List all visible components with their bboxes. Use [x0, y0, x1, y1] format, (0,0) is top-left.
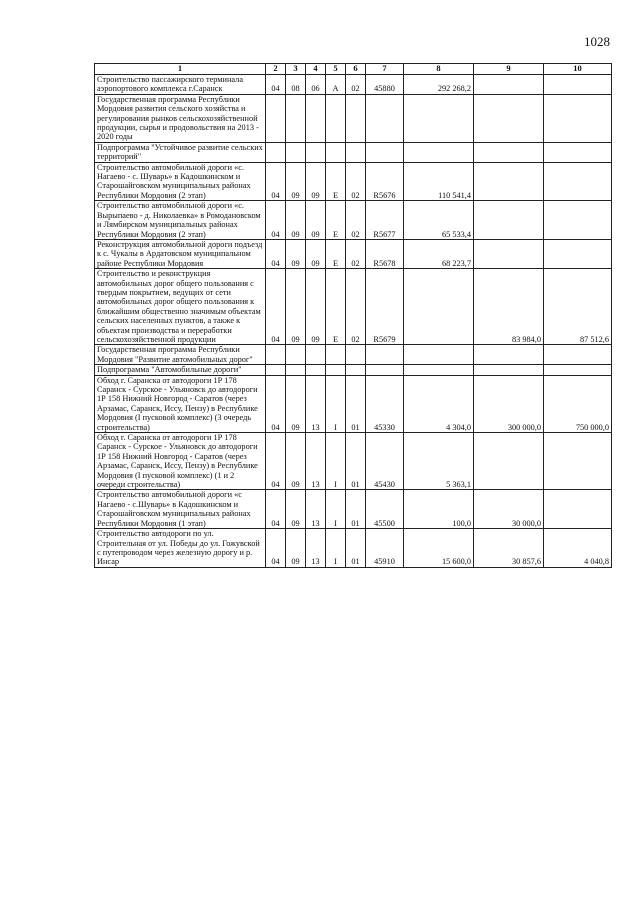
direction-code-cell: [346, 142, 366, 162]
direction-code-cell: 02: [346, 269, 366, 345]
column-header: 10: [544, 64, 612, 75]
amount-year1-cell: 110 541,4: [404, 162, 474, 201]
subsection-code-cell: 09: [286, 269, 306, 345]
amount-year2-cell: [474, 433, 544, 490]
expense-code-cell: [366, 142, 404, 162]
subprogram-code-cell: А: [326, 75, 346, 95]
expense-code-cell: 45910: [366, 529, 404, 568]
item-name-cell: Строительство автомобильной дороги «с Нагаево - с.Шуварь» в Кадошкинском и Старошайговском муниципальных районах Республики Мордовия (1 этап): [95, 490, 266, 529]
section-code-cell: 04: [266, 375, 286, 432]
direction-code-cell: 02: [346, 239, 366, 268]
column-header: 4: [306, 64, 326, 75]
program-code-cell: 13: [306, 433, 326, 490]
item-name-cell: Обход г. Саранска от автодороги 1Р 178 Саранск - Сурское - Ульяновск до автодороги 1Р 158 Нижний Новгород - Саратов (через Арзамас, Саранск, Иссу, Пензу) в Республике Мордовия (I пусковой комплекс) (1 и 2 очереди строительства): [95, 433, 266, 490]
item-name-cell: Строительство автомобильной дороги «с. Вырыпаево - д. Николаевка» в Ромодановском и Лямбирском муниципальных районах Республики Мордовия (2 этап): [95, 201, 266, 240]
direction-code-cell: 02: [346, 162, 366, 201]
amount-year2-cell: [474, 142, 544, 162]
amount-year1-cell: 65 533,4: [404, 201, 474, 240]
column-header: 8: [404, 64, 474, 75]
subprogram-code-cell: [326, 365, 346, 375]
amount-year3-cell: [544, 94, 612, 142]
column-header: 5: [326, 64, 346, 75]
section-code-cell: 04: [266, 75, 286, 95]
amount-year1-cell: 15 600,0: [404, 529, 474, 568]
amount-year2-cell: [474, 94, 544, 142]
expense-code-cell: 45880: [366, 75, 404, 95]
column-header: 2: [266, 64, 286, 75]
expense-code-cell: R5679: [366, 269, 404, 345]
table-row: [95, 75, 612, 95]
amount-year1-cell: 292 268,2: [404, 75, 474, 95]
page-number: 1028: [584, 34, 610, 49]
subprogram-code-cell: I: [326, 375, 346, 432]
amount-year3-cell: [544, 142, 612, 162]
program-code-cell: 09: [306, 269, 326, 345]
amount-year3-cell: [544, 239, 612, 268]
program-code-cell: 13: [306, 375, 326, 432]
subprogram-code-cell: [326, 345, 346, 365]
amount-year3-cell: 4 040,8: [544, 529, 612, 568]
table-row: [95, 433, 612, 490]
program-code-cell: 09: [306, 162, 326, 201]
program-code-cell: [306, 365, 326, 375]
expense-code-cell: R5676: [366, 162, 404, 201]
amount-year3-cell: 750 000,0: [544, 375, 612, 432]
direction-code-cell: [346, 94, 366, 142]
subprogram-code-cell: [326, 142, 346, 162]
table-row: [95, 201, 612, 240]
table-row: [95, 142, 612, 162]
section-code-cell: 04: [266, 201, 286, 240]
budget-table: [94, 63, 612, 568]
subsection-code-cell: 09: [286, 239, 306, 268]
amount-year3-cell: 87 512,6: [544, 269, 612, 345]
subsection-code-cell: [286, 365, 306, 375]
column-header: 3: [286, 64, 306, 75]
table-row: [95, 94, 612, 142]
expense-code-cell: [366, 94, 404, 142]
amount-year1-cell: [404, 94, 474, 142]
expense-code-cell: R5678: [366, 239, 404, 268]
section-code-cell: [266, 94, 286, 142]
subsection-code-cell: [286, 142, 306, 162]
header-row: [95, 64, 612, 75]
amount-year1-cell: [404, 345, 474, 365]
subprogram-code-cell: I: [326, 529, 346, 568]
subprogram-code-cell: Е: [326, 269, 346, 345]
item-name-cell: Строительство пассажирского терминала аэропортового комплекса г.Саранск: [95, 75, 266, 95]
amount-year3-cell: [544, 75, 612, 95]
amount-year1-cell: [404, 269, 474, 345]
table-row: [95, 162, 612, 201]
direction-code-cell: 01: [346, 433, 366, 490]
expense-code-cell: [366, 345, 404, 365]
program-code-cell: [306, 142, 326, 162]
subsection-code-cell: 09: [286, 201, 306, 240]
section-code-cell: [266, 142, 286, 162]
expense-code-cell: 45330: [366, 375, 404, 432]
direction-code-cell: [346, 365, 366, 375]
amount-year2-cell: 30 000,0: [474, 490, 544, 529]
table-row: [95, 345, 612, 365]
item-name-cell: Подпрограмма "Устойчивое развитие сельских территорий": [95, 142, 266, 162]
table-row: [95, 239, 612, 268]
amount-year2-cell: [474, 365, 544, 375]
direction-code-cell: 01: [346, 490, 366, 529]
amount-year2-cell: 30 857,6: [474, 529, 544, 568]
amount-year2-cell: 300 000,0: [474, 375, 544, 432]
expense-code-cell: [366, 365, 404, 375]
item-name-cell: Подпрограмма "Автомобильные дороги": [95, 365, 266, 375]
program-code-cell: 13: [306, 529, 326, 568]
program-code-cell: [306, 345, 326, 365]
subsection-code-cell: 09: [286, 162, 306, 201]
amount-year2-cell: [474, 345, 544, 365]
program-code-cell: [306, 94, 326, 142]
column-header: 1: [95, 64, 266, 75]
section-code-cell: [266, 365, 286, 375]
amount-year2-cell: [474, 239, 544, 268]
section-code-cell: 04: [266, 490, 286, 529]
table-row: [95, 375, 612, 432]
program-code-cell: 09: [306, 239, 326, 268]
amount-year3-cell: [544, 365, 612, 375]
table-row: [95, 365, 612, 375]
amount-year1-cell: 4 304,0: [404, 375, 474, 432]
amount-year1-cell: 68 223,7: [404, 239, 474, 268]
item-name-cell: Строительство и реконструкция автомобильных дорог общего пользования с твердым покрытием, ведущих от сети автомобильных дорог общего пользования к ближайшим общественно значимым объектам сельских населенных пунктов, а также к объектам производства и переработки сельскохозяйственной продукции: [95, 269, 266, 345]
subsection-code-cell: 09: [286, 375, 306, 432]
subprogram-code-cell: I: [326, 490, 346, 529]
item-name-cell: Строительство автомобильной дороги «с. Нагаево - с. Шуварь» в Кадошкинском и Старошайговском муниципальных районах Республики Мордовия (2 этап): [95, 162, 266, 201]
direction-code-cell: 02: [346, 201, 366, 240]
section-code-cell: 04: [266, 433, 286, 490]
subsection-code-cell: 09: [286, 490, 306, 529]
subprogram-code-cell: Е: [326, 201, 346, 240]
amount-year3-cell: [544, 201, 612, 240]
table-row: [95, 529, 612, 568]
subsection-code-cell: 09: [286, 529, 306, 568]
amount-year3-cell: [544, 345, 612, 365]
expense-code-cell: R5677: [366, 201, 404, 240]
item-name-cell: Обход г. Саранска от автодороги 1Р 178 Саранск - Сурское - Ульяновск до автодороги 1Р 158 Нижний Новгород - Саратов (через Арзамас, Саранск, Иссу, Пензу) в Республике Мордовия (I пусковой комплекс) (3 очередь строительства): [95, 375, 266, 432]
subprogram-code-cell: Е: [326, 162, 346, 201]
section-code-cell: 04: [266, 269, 286, 345]
column-header: 7: [366, 64, 404, 75]
amount-year1-cell: 100,0: [404, 490, 474, 529]
amount-year3-cell: [544, 490, 612, 529]
expense-code-cell: 45500: [366, 490, 404, 529]
subprogram-code-cell: [326, 94, 346, 142]
direction-code-cell: 02: [346, 75, 366, 95]
subprogram-code-cell: I: [326, 433, 346, 490]
item-name-cell: Государственная программа Республики Мордовия "Развитие автомобильных дорог": [95, 345, 266, 365]
amount-year3-cell: [544, 162, 612, 201]
table-row: [95, 490, 612, 529]
section-code-cell: [266, 345, 286, 365]
direction-code-cell: [346, 345, 366, 365]
amount-year2-cell: [474, 201, 544, 240]
direction-code-cell: 01: [346, 529, 366, 568]
amount-year2-cell: [474, 75, 544, 95]
subsection-code-cell: 08: [286, 75, 306, 95]
amount-year2-cell: [474, 162, 544, 201]
section-code-cell: 04: [266, 162, 286, 201]
program-code-cell: 09: [306, 201, 326, 240]
section-code-cell: 04: [266, 529, 286, 568]
subsection-code-cell: 09: [286, 433, 306, 490]
item-name-cell: Государственная программа Республики Мордовия развития сельского хозяйства и регулирования рынков сельскохозяйственной продукции, сырья и продовольствия на 2013 - 2020 годы: [95, 94, 266, 142]
amount-year1-cell: 5 363,1: [404, 433, 474, 490]
amount-year1-cell: [404, 365, 474, 375]
expense-code-cell: 45430: [366, 433, 404, 490]
direction-code-cell: 01: [346, 375, 366, 432]
item-name-cell: Реконструкция автомобильной дороги подъезд к с. Чукалы в Ардатовском муниципальном районе Республики Мордовия: [95, 239, 266, 268]
column-header: 9: [474, 64, 544, 75]
amount-year3-cell: [544, 433, 612, 490]
amount-year1-cell: [404, 142, 474, 162]
item-name-cell: Строительство автодороги по ул. Строительная от ул. Победы до ул. Гожувской с путепроводом через железную дорогу и р. Инсар: [95, 529, 266, 568]
program-code-cell: 06: [306, 75, 326, 95]
program-code-cell: 13: [306, 490, 326, 529]
subsection-code-cell: [286, 345, 306, 365]
subsection-code-cell: [286, 94, 306, 142]
amount-year2-cell: 83 984,0: [474, 269, 544, 345]
table-row: [95, 269, 612, 345]
section-code-cell: 04: [266, 239, 286, 268]
column-header: 6: [346, 64, 366, 75]
subprogram-code-cell: Е: [326, 239, 346, 268]
